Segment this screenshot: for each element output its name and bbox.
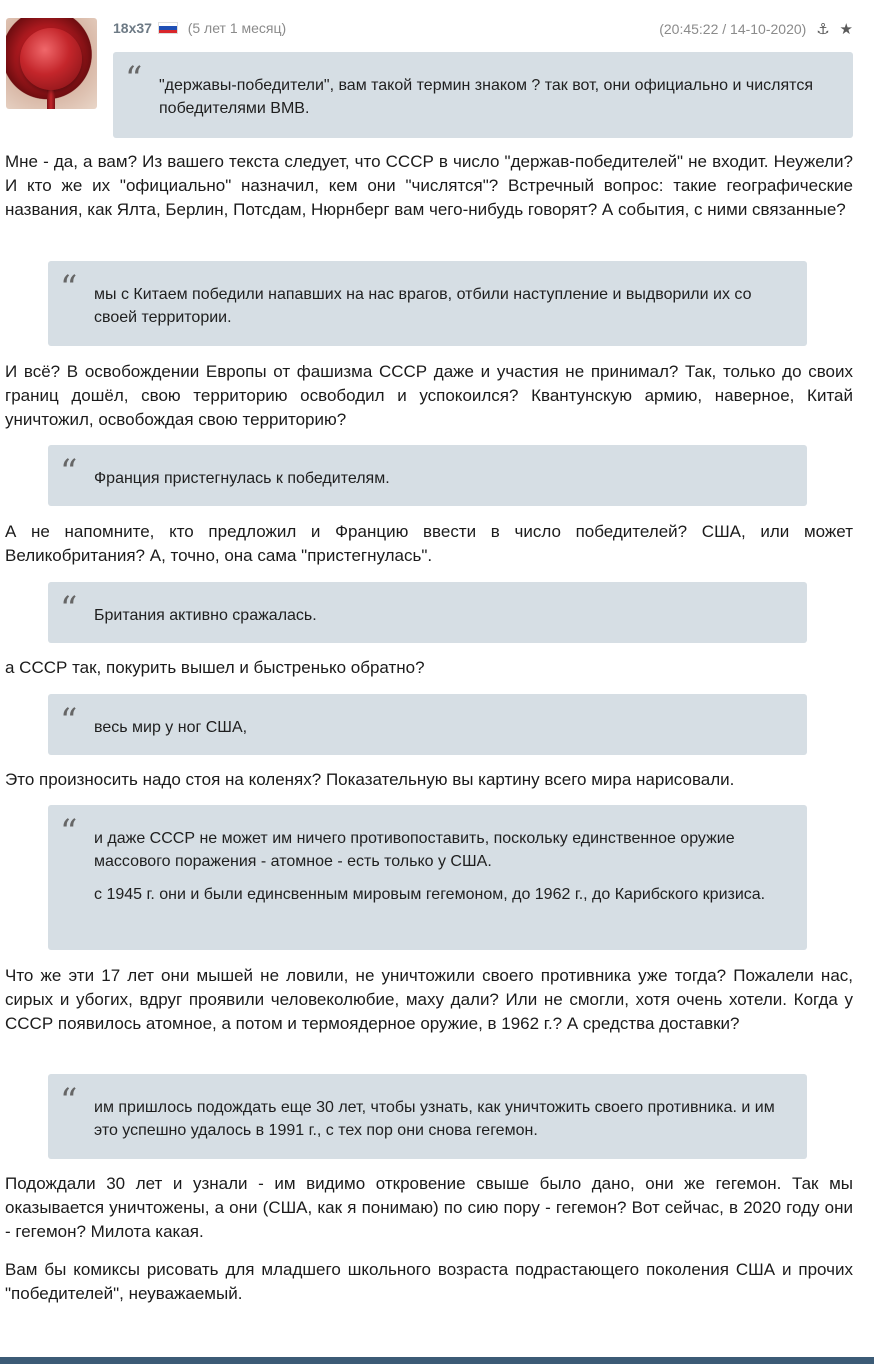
quote-block — [48, 694, 807, 755]
post-bottom-divider — [0, 1357, 874, 1364]
quote-text: и даже СССР не может им ничего противопоставить, поскольку единственное оружие массового поражения - атомное - есть только у США. — [94, 830, 735, 870]
post-header — [113, 20, 853, 38]
quote-text: Британия активно сражалась. — [94, 607, 317, 624]
user-avatar[interactable] — [6, 18, 97, 109]
reply-paragraph: Подождали 30 лет и узнали - им видимо откровение свыше было дано, они же гегемон. Так мы оказывается уничтожены, а они (США, как я понимаю) по сию пору - гегемон? Вот сейчас, в 2020 году они - гегемон? Милота какая. — [5, 1174, 853, 1241]
reply-paragraph: А не напомните, кто предложил и Францию ввести в число победителей? США, или может Великобритания? А, точно, она сама "пристегнулась". — [5, 522, 853, 565]
reply-paragraph: И всё? В освобождении Европы от фашизма СССР даже и участия не принимал? Так, только до своих границ дошёл, свою территорию освободил и успокоился? Квантунскую армию, наверное, Китай уничтожил, освобождая свою территорию? — [5, 362, 853, 429]
quote-mark-icon: “ — [60, 812, 78, 852]
quote-text: весь мир у ног США, — [94, 719, 248, 736]
user-tenure: (5 лет 1 месяц) — [187, 20, 287, 36]
quote-text: Франция пристегнулась к победителям. — [94, 470, 390, 487]
avatar-bell — [20, 28, 82, 90]
quote-text: с 1945 г. они и были единсвенным мировым гегемоном, до 1962 г., до Карибского кризиса. — [94, 886, 766, 903]
reply-paragraph: Вам бы комиксы рисовать для младшего школьного возраста подрастающего поколения США и прочих "победителей", неуважаемый. — [5, 1260, 853, 1303]
flag-stripe-red — [159, 30, 177, 33]
quote-block — [113, 52, 853, 138]
quote-block — [48, 445, 807, 506]
russia-flag-icon — [158, 22, 178, 34]
quote-mark-icon: “ — [60, 589, 78, 629]
quote-text: "державы-победители", вам такой термин знаком ? так вот, они официально и числятся победителями ВМВ. — [159, 77, 813, 117]
star-icon[interactable]: ★ — [839, 21, 853, 38]
post-timestamp: (20:45:22 / 14-10-2020) — [659, 21, 807, 37]
reply-paragraph: Что же эти 17 лет они мышей не ловили, не уничтожили своего противника уже тогда? Пожалели нас, сирых и убогих, вдруг проявили человеколюбие, маху дали? Или не смогли, хотя очень хотели. Когда у СССР появилось атомное, а потом и термоядерное оружие, в 1962 г.? А средства доставки? — [5, 966, 853, 1033]
reply-paragraph: а СССР так, покурить вышел и быстренько обратно? — [5, 658, 425, 677]
quote-text: им пришлось подождать еще 30 лет, чтобы узнать, как уничтожить своего противника. и им это успешно удалось в 1991 г., с тех пор они снова гегемон. — [94, 1099, 775, 1139]
post-meta — [659, 20, 853, 38]
quote-text: мы с Китаем победили напавших на нас врагов, отбили наступление и выдворили их со своей территории. — [94, 286, 752, 326]
quote-mark-icon: “ — [60, 701, 78, 741]
anchor-icon[interactable]: ⚓ — [816, 21, 830, 38]
quote-block — [48, 805, 807, 950]
quote-mark-icon: “ — [60, 1081, 78, 1121]
quote-mark-icon: “ — [60, 268, 78, 308]
quote-mark-icon: “ — [60, 452, 78, 492]
username-link[interactable]: 18x37 — [113, 20, 152, 36]
quote-mark-icon: “ — [125, 59, 143, 99]
reply-paragraph: Мне - да, а вам? Из вашего текста следует, что СССР в число "держав-победителей" не входит. Неужели? И кто же их "официально" назначил, кем они "числятся"? Встречный вопрос: такие географические названия, как Ялта, Берлин, Потсдам, Нюрнберг вам чего-нибудь говорят? А события, с ними связанные? — [5, 152, 853, 219]
quote-block — [48, 1074, 807, 1159]
quote-block — [48, 582, 807, 643]
quote-block — [48, 261, 807, 346]
reply-paragraph: Это произносить надо стоя на коленях? Показательную вы картину всего мира нарисовали. — [5, 770, 735, 789]
